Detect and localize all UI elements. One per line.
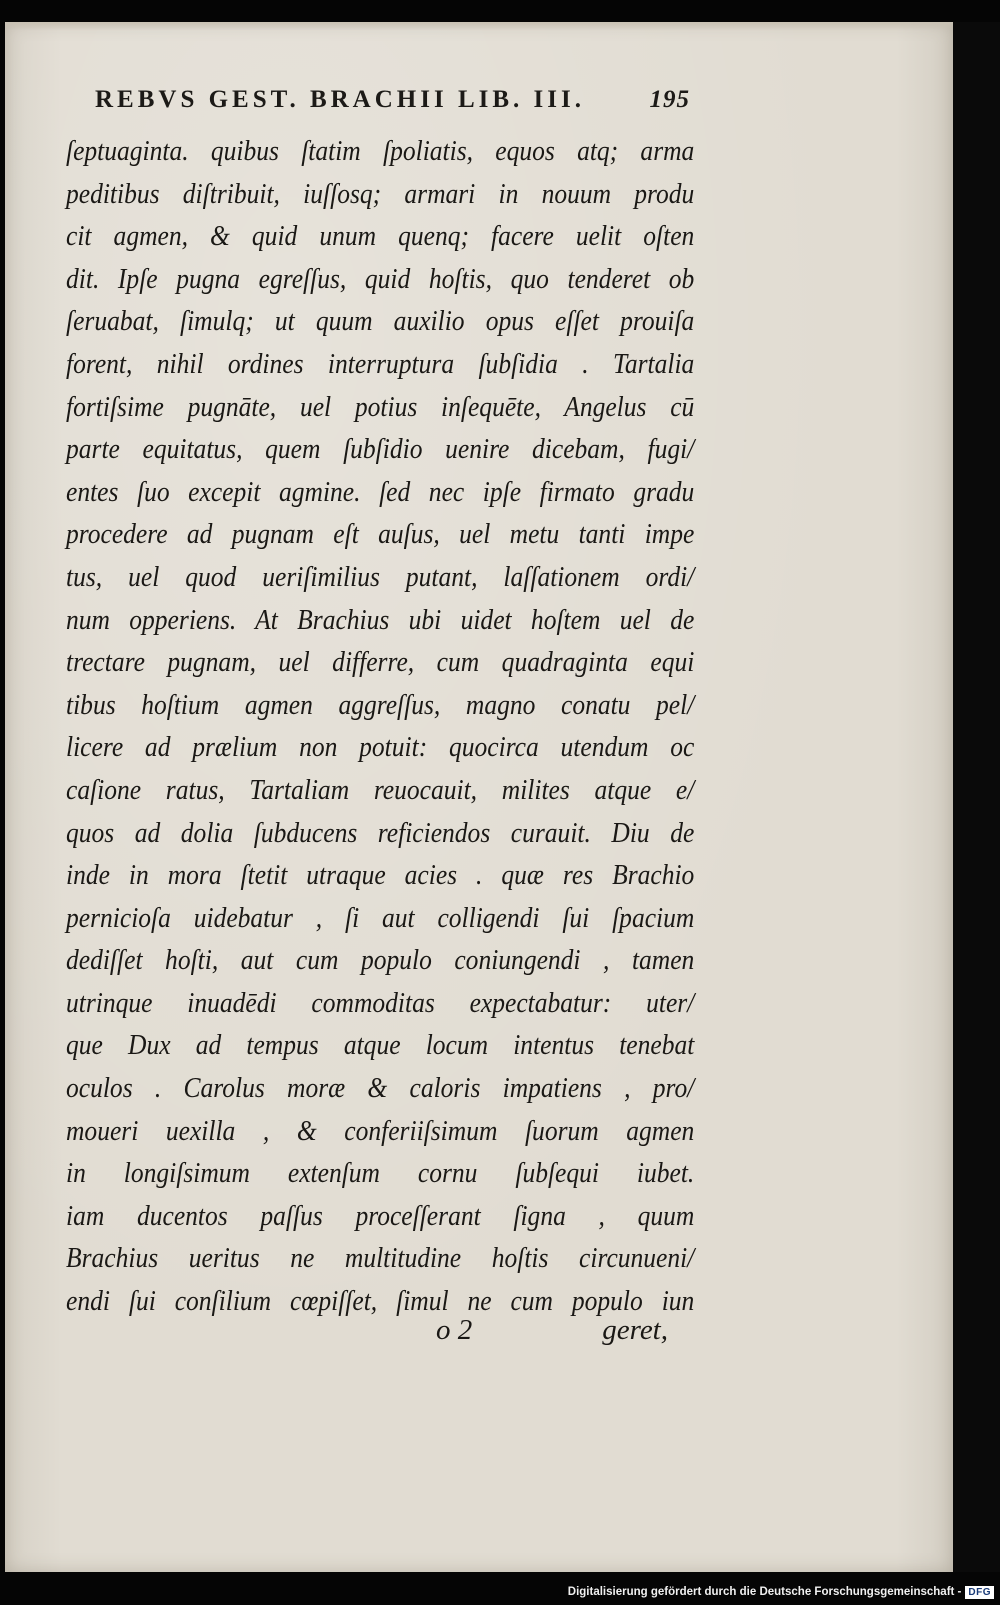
text-line: caſione ratus, Tartaliam reuocauit, milites atque e/ <box>66 773 695 806</box>
text-line: utrinque inuadēdi commoditas expectabatur: uter/ <box>66 986 695 1019</box>
credit-text: Digitalisierung gefördert durch die Deutsche Forschungsgemeinschaft - <box>567 1586 962 1598</box>
signature-mark: o 2 <box>436 1314 473 1346</box>
running-head <box>95 86 690 122</box>
text-line: que Dux ad tempus atque locum intentus tenebat <box>66 1029 695 1062</box>
text-line: licere ad prælium non potuit: quocirca utendum oc <box>66 731 695 764</box>
text-line: parte equitatus, quem ſubſidio uenire dicebam, fugi/ <box>66 433 695 466</box>
text-line: num opperiens. At Brachius ubi uidet hoſtem uel de <box>66 603 695 636</box>
text-line: cit agmen, & quid unum quenq; facere uelit oſten <box>66 220 695 253</box>
page-shadow <box>953 22 1000 1572</box>
page-edge <box>5 22 953 30</box>
running-head-title: REBVS GEST. BRACHII LIB. III. <box>95 86 585 113</box>
text-line: dediſſet hoſti, aut cum populo coniungendi , tamen <box>66 944 695 977</box>
text-line: moueri uexilla , & conferiiſsimum ſuorum agmen <box>66 1114 695 1147</box>
text-line: peditibus diſtribuit, iuſſosq; armari in nouum produ <box>66 177 695 210</box>
text-line: dit. Ipſe pugna egreſſus, quid hoſtis, quo tenderet ob <box>66 262 695 295</box>
text-line: endi ſui conſilium cœpiſſet, ſimul ne cum populo iun <box>66 1285 695 1318</box>
text-line: Brachius ueritus ne multitudine hoſtis circunueni/ <box>66 1242 695 1275</box>
text-line: fortiſsime pugnāte, uel potius inſequēte, Angelus cū <box>66 390 695 423</box>
text-line: ſeptuaginta. quibus ſtatim ſpoliatis, equos atq; arma <box>66 135 695 167</box>
catchword: geret, <box>602 1314 668 1346</box>
dfg-logo: DFG <box>965 1586 994 1599</box>
text-line: entes ſuo excepit agmine. ſed nec ipſe firmato gradu <box>66 475 695 508</box>
text-line: oculos . Carolus moræ & caloris impatiens , pro/ <box>66 1072 695 1105</box>
digitization-credit <box>568 1582 994 1602</box>
text-line: in longiſsimum extenſum cornu ſubſequi iubet. <box>66 1157 695 1190</box>
text-line: tibus hoſtium agmen aggreſſus, magno conatu pel/ <box>66 688 695 721</box>
text-line: tus, uel quod ueriſimilius putant, laſſationem ordi/ <box>66 560 695 593</box>
text-line: forent, nihil ordines interruptura ſubſidia . Tartalia <box>66 347 695 380</box>
body-text <box>66 130 695 1323</box>
text-line: ſeruabat, ſimulq; ut quum auxilio opus eſſet prouiſa <box>66 305 695 338</box>
text-line: trectare pugnam, uel differre, cum quadraginta equi <box>66 646 695 679</box>
text-line: procedere ad pugnam eſt auſus, uel metu tanti impe <box>66 518 695 551</box>
text-line: iam ducentos paſſus proceſſerant ſigna , quum <box>66 1199 695 1232</box>
text-line: pernicioſa uidebatur , ſi aut colligendi ſui ſpacium <box>66 901 695 934</box>
text-line: quos ad dolia ſubducens reficiendos curauit. Diu de <box>66 816 695 849</box>
text-line: inde in mora ſtetit utraque acies . quæ res Brachio <box>66 859 695 892</box>
page-footer <box>436 1314 696 1354</box>
page-number: 195 <box>649 86 690 113</box>
